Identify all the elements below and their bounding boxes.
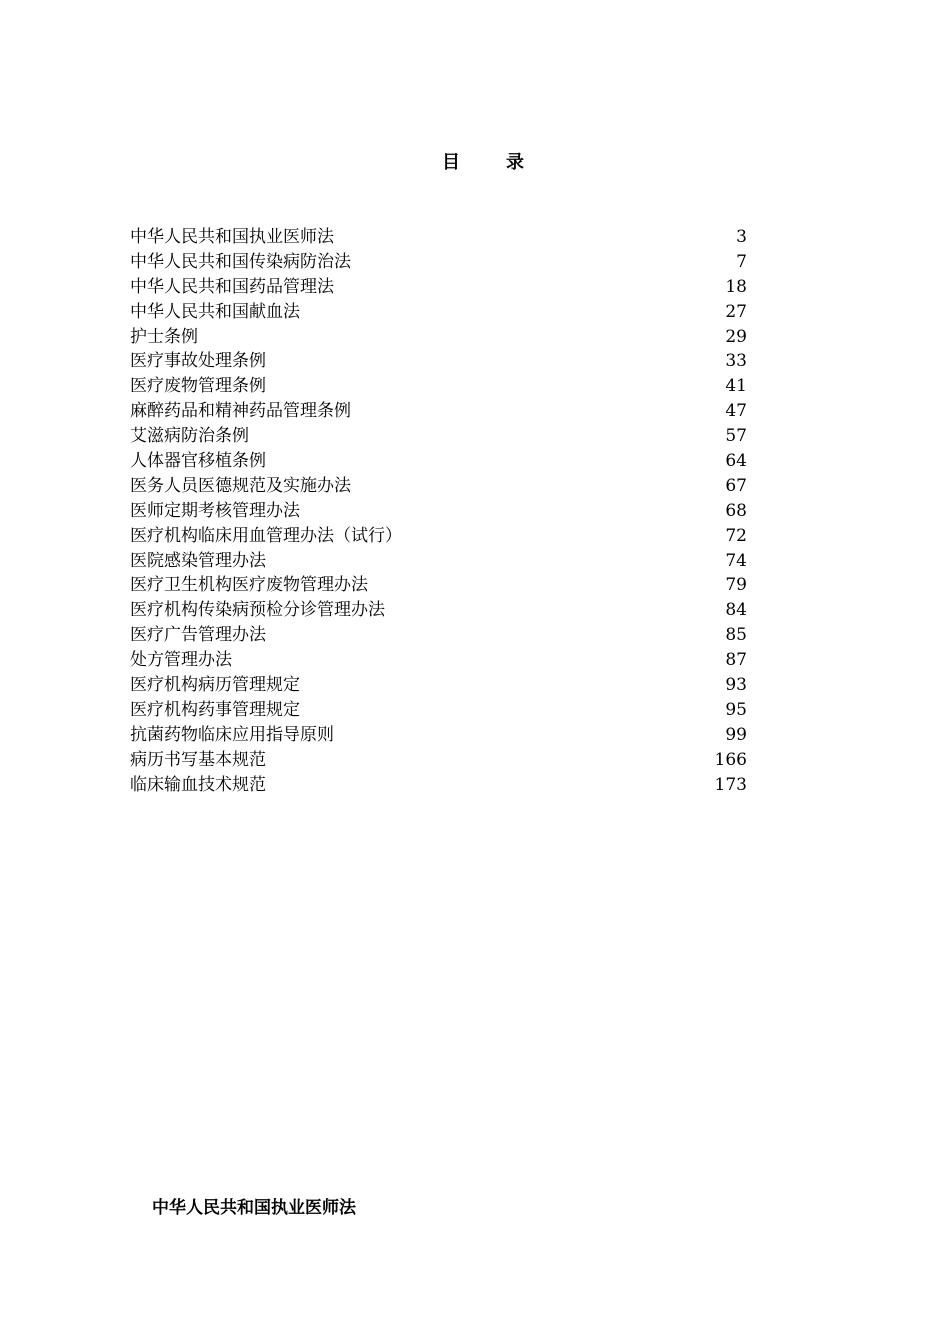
toc-entry[interactable]: [130, 474, 747, 499]
toc-entry-page-number: 67: [725, 475, 747, 496]
toc-entry-label: 人体器官移植条例: [130, 451, 266, 472]
toc-entry[interactable]: [130, 374, 747, 399]
toc-entry-label: 病历书写基本规范: [130, 749, 266, 770]
toc-entry[interactable]: [130, 598, 747, 623]
toc-entry-page-number: 74: [725, 550, 747, 571]
toc-entry-page-number: 87: [725, 650, 747, 671]
toc-entry-label: 医疗机构临床用血管理办法（试行）: [130, 525, 402, 546]
toc-entry-page-number: 95: [725, 699, 747, 720]
toc-entry-label: 医疗机构传染病预检分诊管理办法: [130, 600, 385, 621]
toc-entry-page-number: 64: [725, 451, 747, 472]
toc-entry-page-number: 57: [725, 426, 747, 447]
toc-entry-page-number: 166: [714, 749, 747, 770]
toc-entry-label: 中华人民共和国药品管理法: [130, 276, 334, 297]
toc-entry-label: 中华人民共和国传染病防治法: [130, 251, 351, 272]
toc-entry[interactable]: [130, 250, 747, 275]
toc-entry[interactable]: [130, 449, 747, 474]
toc-entry[interactable]: [130, 349, 747, 374]
toc-entry-page-number: 84: [725, 600, 747, 621]
toc-entry-page-number: 27: [725, 301, 747, 322]
toc-entry[interactable]: [130, 399, 747, 424]
toc-entry-label: 麻醉药品和精神药品管理条例: [130, 401, 351, 422]
toc-entry-label: 中华人民共和国执业医师法: [130, 227, 334, 247]
toc-entry-page-number: 173: [714, 774, 747, 795]
toc-entry-label: 医疗机构病历管理规定: [130, 675, 300, 696]
toc-entry[interactable]: [130, 573, 747, 598]
toc-entry[interactable]: [130, 424, 747, 449]
toc-entry[interactable]: [130, 524, 747, 549]
toc-entry-page-number: 33: [725, 351, 747, 372]
toc-entry-label: 医院感染管理办法: [130, 550, 266, 571]
toc-entry-page-number: 93: [725, 675, 747, 696]
toc-entry-label: 医务人员医德规范及实施办法: [130, 475, 351, 496]
toc-entry-label: 临床输血技术规范: [130, 774, 266, 795]
toc-entry[interactable]: [130, 225, 747, 250]
toc-entry-page-number: 72: [725, 525, 747, 546]
toc-entry-label: 医疗卫生机构医疗废物管理办法: [130, 575, 368, 596]
toc-entry[interactable]: [130, 325, 747, 350]
toc-entry-page-number: 29: [725, 326, 747, 347]
toc-entry-page-number: 68: [725, 500, 747, 521]
toc-entry-label: 护士条例: [130, 326, 198, 347]
toc-entry-page-number: 41: [725, 376, 747, 397]
toc-entry[interactable]: [130, 549, 747, 574]
toc-entry-page-number: 47: [725, 401, 747, 422]
toc-entry-label: 医师定期考核管理办法: [130, 500, 300, 521]
toc-entry[interactable]: [130, 673, 747, 698]
toc-entry-page-number: 7: [736, 251, 747, 272]
toc-entry[interactable]: [130, 300, 747, 325]
toc-entry[interactable]: [130, 648, 747, 673]
toc-entry-page-number: 85: [725, 625, 747, 646]
toc-entry[interactable]: [130, 723, 747, 748]
toc-entry-label: 中华人民共和国献血法: [130, 301, 300, 322]
toc-title: 目录: [442, 152, 570, 173]
toc-entry[interactable]: [130, 275, 747, 300]
toc-entry[interactable]: [130, 773, 747, 798]
toc-entry-label: 医疗废物管理条例: [130, 376, 266, 397]
toc-entry[interactable]: [130, 623, 747, 648]
section-heading: 中华人民共和国执业医师法: [152, 1198, 356, 1218]
toc-entry-label: 医疗事故处理条例: [130, 351, 266, 372]
toc-entry[interactable]: [130, 499, 747, 524]
toc-entry-label: 处方管理办法: [130, 650, 232, 671]
toc-list: [130, 225, 747, 797]
toc-entry-page-number: 3: [736, 227, 747, 247]
toc-entry-label: 抗菌药物临床应用指导原则: [130, 724, 334, 745]
toc-entry-label: 艾滋病防治条例: [130, 426, 249, 447]
toc-entry-label: 医疗广告管理办法: [130, 625, 266, 646]
toc-entry-page-number: 99: [725, 724, 747, 745]
toc-entry-page-number: 18: [725, 276, 747, 297]
toc-entry[interactable]: [130, 698, 747, 723]
toc-entry-label: 医疗机构药事管理规定: [130, 699, 300, 720]
toc-entry[interactable]: [130, 748, 747, 773]
toc-entry-page-number: 79: [725, 575, 747, 596]
